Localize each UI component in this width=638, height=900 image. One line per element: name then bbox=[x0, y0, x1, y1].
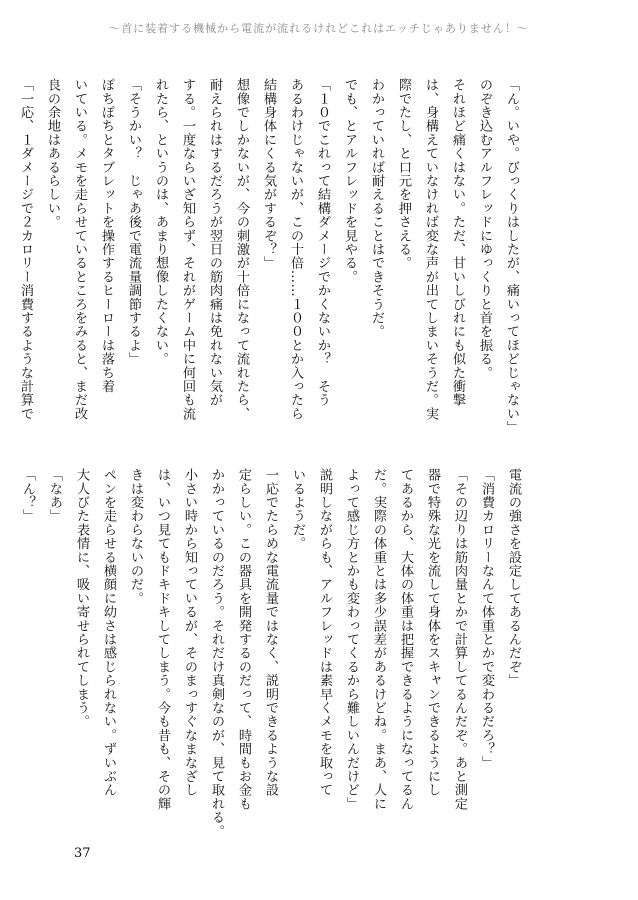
text-line: それほど痛くはない。ただ、甘いしびれにも似た衝撃 bbox=[450, 78, 465, 407]
text-line: きは変わらないのだ。 bbox=[128, 468, 143, 605]
text-line: かかっているのだろう。それだけ真剣なのが、見て取れる。 bbox=[209, 468, 224, 838]
text-line: 「ん。いや。びっくりはしたが、痛いってほどじゃない」 bbox=[504, 78, 519, 435]
text-line: 耐えられはするだろうが翌日の筋肉痛は免れない気が bbox=[207, 78, 222, 407]
text-line: 大人びた表情に、吸い寄せられてしまう。 bbox=[74, 468, 89, 729]
text-line: 「１０でこれって結構ダメージでかくないか？ そう bbox=[315, 78, 330, 407]
text-line: 器で特殊な光を流して身体をスキャンできるようにし bbox=[425, 468, 440, 797]
upper-text-block bbox=[18, 78, 519, 438]
text-line: 「一応、１ダメージで２カロリー消費するような計算で bbox=[18, 78, 33, 421]
text-line: れたら、というのは、あまり想像したくない。 bbox=[153, 78, 168, 366]
text-line: 電流の強さを設定してあるんだぞ」 bbox=[506, 468, 521, 688]
text-line: わかっていれば耐えることはできそうだ。 bbox=[369, 78, 384, 339]
text-line: 「なあ」 bbox=[47, 468, 62, 523]
text-line: ぽちぽちとタブレットを操作するヒーローは落ち着 bbox=[99, 78, 114, 394]
page-number: 37 bbox=[74, 846, 91, 861]
text-line: は、いつ見てもドキドキしてしまう。今も昔も、その輝 bbox=[155, 468, 170, 811]
text-line: だ。実際の体重とは多少誤差があるけどね。まあ、人に bbox=[371, 468, 386, 811]
text-line: ペンを走らせる横顔に幼さは感じられない。ずいぶん bbox=[101, 468, 116, 797]
text-line: いている。メモを走らせているところをみると、まだ改 bbox=[72, 78, 87, 421]
text-line: 結構身体にくる気がするぞ？」 bbox=[261, 78, 276, 270]
text-line: 「そうかい？ じゃあ後で電流量調節するよ」 bbox=[126, 78, 141, 366]
text-line: 小さい時から知っているが、そのまっすぐなまなざし bbox=[182, 468, 197, 797]
text-line: 定らしい。この器具を開発するのだって、時間もお金も bbox=[236, 468, 251, 811]
text-line: でも、とアルフレッドを見やる。 bbox=[342, 78, 357, 284]
text-line: する。一度ならいざ知らず、それがゲーム中に何回も流 bbox=[180, 78, 195, 421]
text-line: よって感じ方とかも変わってくるから難しいんだけど」 bbox=[344, 468, 359, 811]
text-line: 良の余地はあるらしい。 bbox=[45, 78, 60, 229]
text-line: 際でたし、と口元を押さえる。 bbox=[396, 78, 411, 270]
text-line: あるわけじゃないが、この十倍……１００とか入ったら bbox=[288, 78, 303, 421]
text-line: 「ん？」 bbox=[20, 468, 35, 523]
text-line: いるようだ。 bbox=[290, 468, 305, 551]
text-line: てあるから、大体の体重は把握できるようになってるん bbox=[398, 468, 413, 811]
text-line: 想像でしかないが、今の刺激が十倍になって流れたら、 bbox=[234, 78, 249, 421]
lower-text-block bbox=[20, 468, 521, 840]
text-line: は、身構えていなければ変な声が出てしまいそうだ。実 bbox=[423, 78, 438, 421]
text-line: 「消費カロリーなんて体重とかで変わるだろ？」 bbox=[479, 468, 494, 770]
text-line: 「その辺りは筋肉量とかで計算してるんだぞ。あと測定 bbox=[452, 468, 467, 811]
text-line: 説明しながらも、アルフレッドは素早くメモを取って bbox=[317, 468, 332, 797]
text-line: のぞき込むアルフレッドにゆっくりと首を振る。 bbox=[477, 78, 492, 380]
running-header: 〜首に装着する機械から電流が流れるけれどこれはエッチじゃありません！〜 bbox=[109, 22, 529, 35]
text-line: 一応でたらめな電流量ではなく、説明できるような設 bbox=[263, 468, 278, 797]
